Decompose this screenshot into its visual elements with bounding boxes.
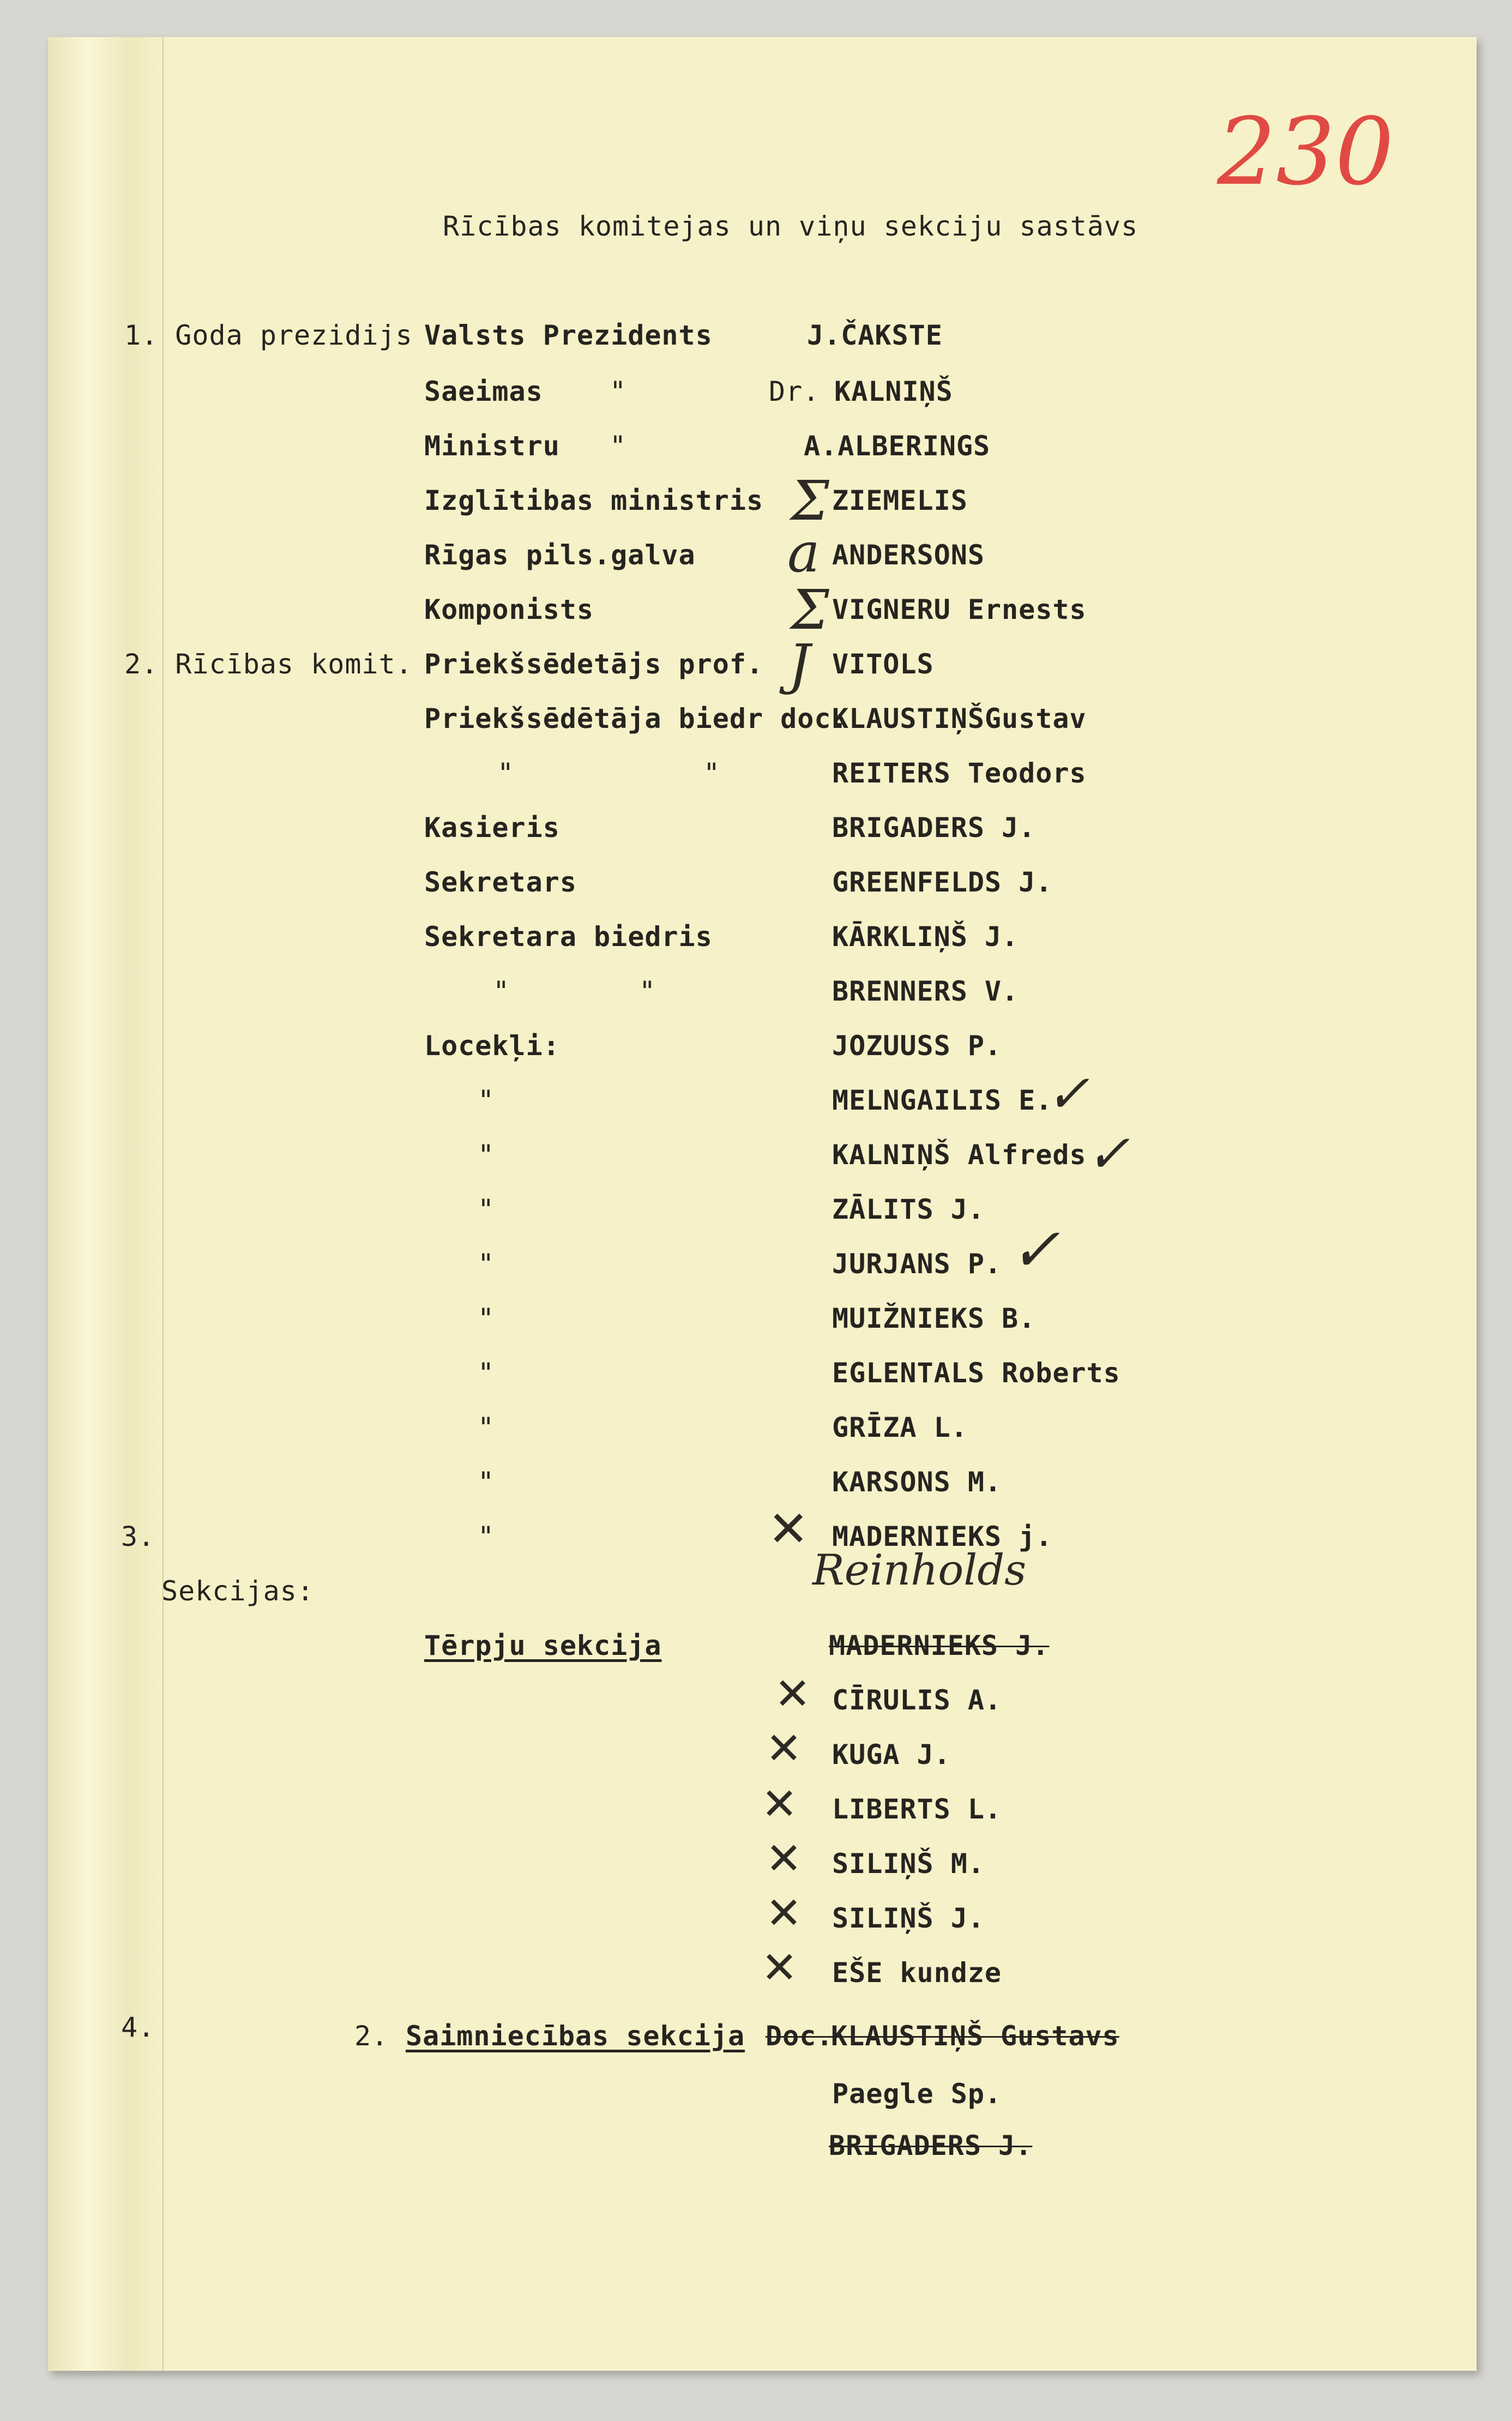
- ditto: ": [478, 1521, 495, 1552]
- ditto: ": [478, 1139, 495, 1171]
- name: EŠE kundze: [832, 1957, 1002, 1989]
- role: Izglītibas ministris: [424, 485, 764, 516]
- role: Sekretara biedris: [424, 921, 713, 953]
- name: A.ALBERINGS: [804, 430, 991, 462]
- name: BRENNERS V.: [832, 975, 1019, 1007]
- name: JURJANS P.: [832, 1248, 1002, 1280]
- name: Paegle Sp.: [832, 2078, 1002, 2110]
- name: CĪRULIS A.: [832, 1684, 1002, 1716]
- ditto: ": [478, 1248, 495, 1280]
- name: GRĪZA L.: [832, 1412, 968, 1443]
- role: Ministru: [424, 430, 560, 462]
- prefix: Dr.: [769, 376, 820, 407]
- ditto: ": [703, 757, 721, 789]
- ditto: ": [497, 757, 515, 789]
- role: Kasieris: [424, 812, 560, 844]
- cross-mark: ✕: [766, 1833, 803, 1884]
- document-title: Rīcības komitejas un viņu sekciju sastāvs: [443, 210, 1138, 242]
- name: KALNIŅŠ Alfreds: [832, 1139, 1087, 1171]
- name: EGLENTALS Roberts: [832, 1357, 1121, 1389]
- name: KUGA J.: [832, 1739, 951, 1770]
- role: Locekļi:: [424, 1030, 560, 1062]
- role: Komponists: [424, 594, 594, 625]
- hand-mark: Σ: [791, 469, 829, 533]
- ditto: ": [478, 1194, 495, 1225]
- role: Saeimas: [424, 376, 543, 407]
- ditto: ": [639, 975, 656, 1007]
- hand-mark: a: [787, 521, 820, 585]
- saimniecibas-number: 2.: [354, 2020, 389, 2052]
- name: KĀRKLIŅŠ J.: [832, 921, 1019, 953]
- cross-mark: ✕: [774, 1669, 811, 1719]
- ditto: ": [478, 1085, 495, 1116]
- name: LIBERTS L.: [832, 1793, 1002, 1825]
- ditto: ": [610, 376, 627, 407]
- name: SILIŅŠ J.: [832, 1902, 985, 1934]
- ditto: ": [478, 1357, 495, 1389]
- role: Sekretars: [424, 866, 577, 898]
- name: MUIŽNIEKS B.: [832, 1303, 1036, 1334]
- name: KLAUSTIŅŠ Gustavs: [831, 2020, 1119, 2052]
- check-mark: ✓: [1046, 1063, 1090, 1124]
- section-1-label: 1. Goda prezidijs: [124, 320, 413, 351]
- saimniecibas-sekcija-heading: Saimniecības sekcija: [406, 2020, 745, 2052]
- role: Priekšsēdētāja biedr doc.: [424, 703, 848, 734]
- document-page: [48, 37, 1477, 2371]
- name: ANDERSONS: [832, 539, 985, 571]
- ditto: ": [493, 975, 510, 1007]
- terpju-sekcija-heading: Tērpju sekcija: [424, 1630, 662, 1661]
- name: MADERNIEKS J.: [829, 1630, 1050, 1661]
- name: SILIŅŠ M.: [832, 1848, 985, 1880]
- section-2-label: 2. Rīcības komit.: [124, 648, 413, 680]
- cross-mark: ✕: [766, 1723, 803, 1774]
- ditto: ": [478, 1303, 495, 1334]
- name: GREENFELDS J.: [832, 866, 1053, 898]
- cross-mark: ✕: [768, 1501, 809, 1558]
- name: KALNIŅŠ: [834, 376, 953, 407]
- check-mark: ✓: [1086, 1123, 1130, 1184]
- name: ZIEMELIS: [832, 485, 968, 516]
- name: REITERS Teodors: [832, 757, 1087, 789]
- ditto: ": [478, 1466, 495, 1498]
- sekcijas-label: Sekcijas:: [161, 1575, 314, 1607]
- check-mark: ✓: [1010, 1215, 1061, 1285]
- section-4-number: 4.: [121, 2012, 155, 2043]
- name: JOZUUSS P.: [832, 1030, 1002, 1062]
- name: J.ČAKSTE: [807, 320, 943, 351]
- prefix: Doc.: [766, 2020, 834, 2052]
- section-3-number: 3.: [121, 1521, 155, 1552]
- name: KLAUSTIŅŠGustav: [832, 703, 1087, 734]
- name: MADERNIEKS j.: [832, 1521, 1053, 1552]
- hand-mark: J: [788, 633, 811, 696]
- ditto: ": [478, 1412, 495, 1443]
- role: Priekšsēdetājs prof.: [424, 648, 764, 680]
- name: BRIGADERS J.: [832, 812, 1036, 844]
- name: VITOLS: [832, 648, 934, 680]
- cross-mark: ✕: [761, 1942, 798, 1993]
- handwritten-note: Reinholds: [812, 1546, 1027, 1595]
- name: KARSONS M.: [832, 1466, 1002, 1498]
- name: ZĀLITS J.: [832, 1194, 985, 1225]
- cross-mark: ✕: [766, 1888, 803, 1938]
- name: BRIGADERS J.: [829, 2130, 1033, 2161]
- ditto: ": [610, 430, 627, 462]
- page-number: 230: [1217, 98, 1394, 206]
- cross-mark: ✕: [761, 1779, 798, 1829]
- name: MELNGAILIS E.: [832, 1085, 1053, 1116]
- name: VIGNERU Ernests: [832, 594, 1087, 625]
- role: Rīgas pils.galva: [424, 539, 696, 571]
- hand-mark: Σ: [791, 578, 829, 642]
- role: Valsts Prezidents: [424, 320, 713, 351]
